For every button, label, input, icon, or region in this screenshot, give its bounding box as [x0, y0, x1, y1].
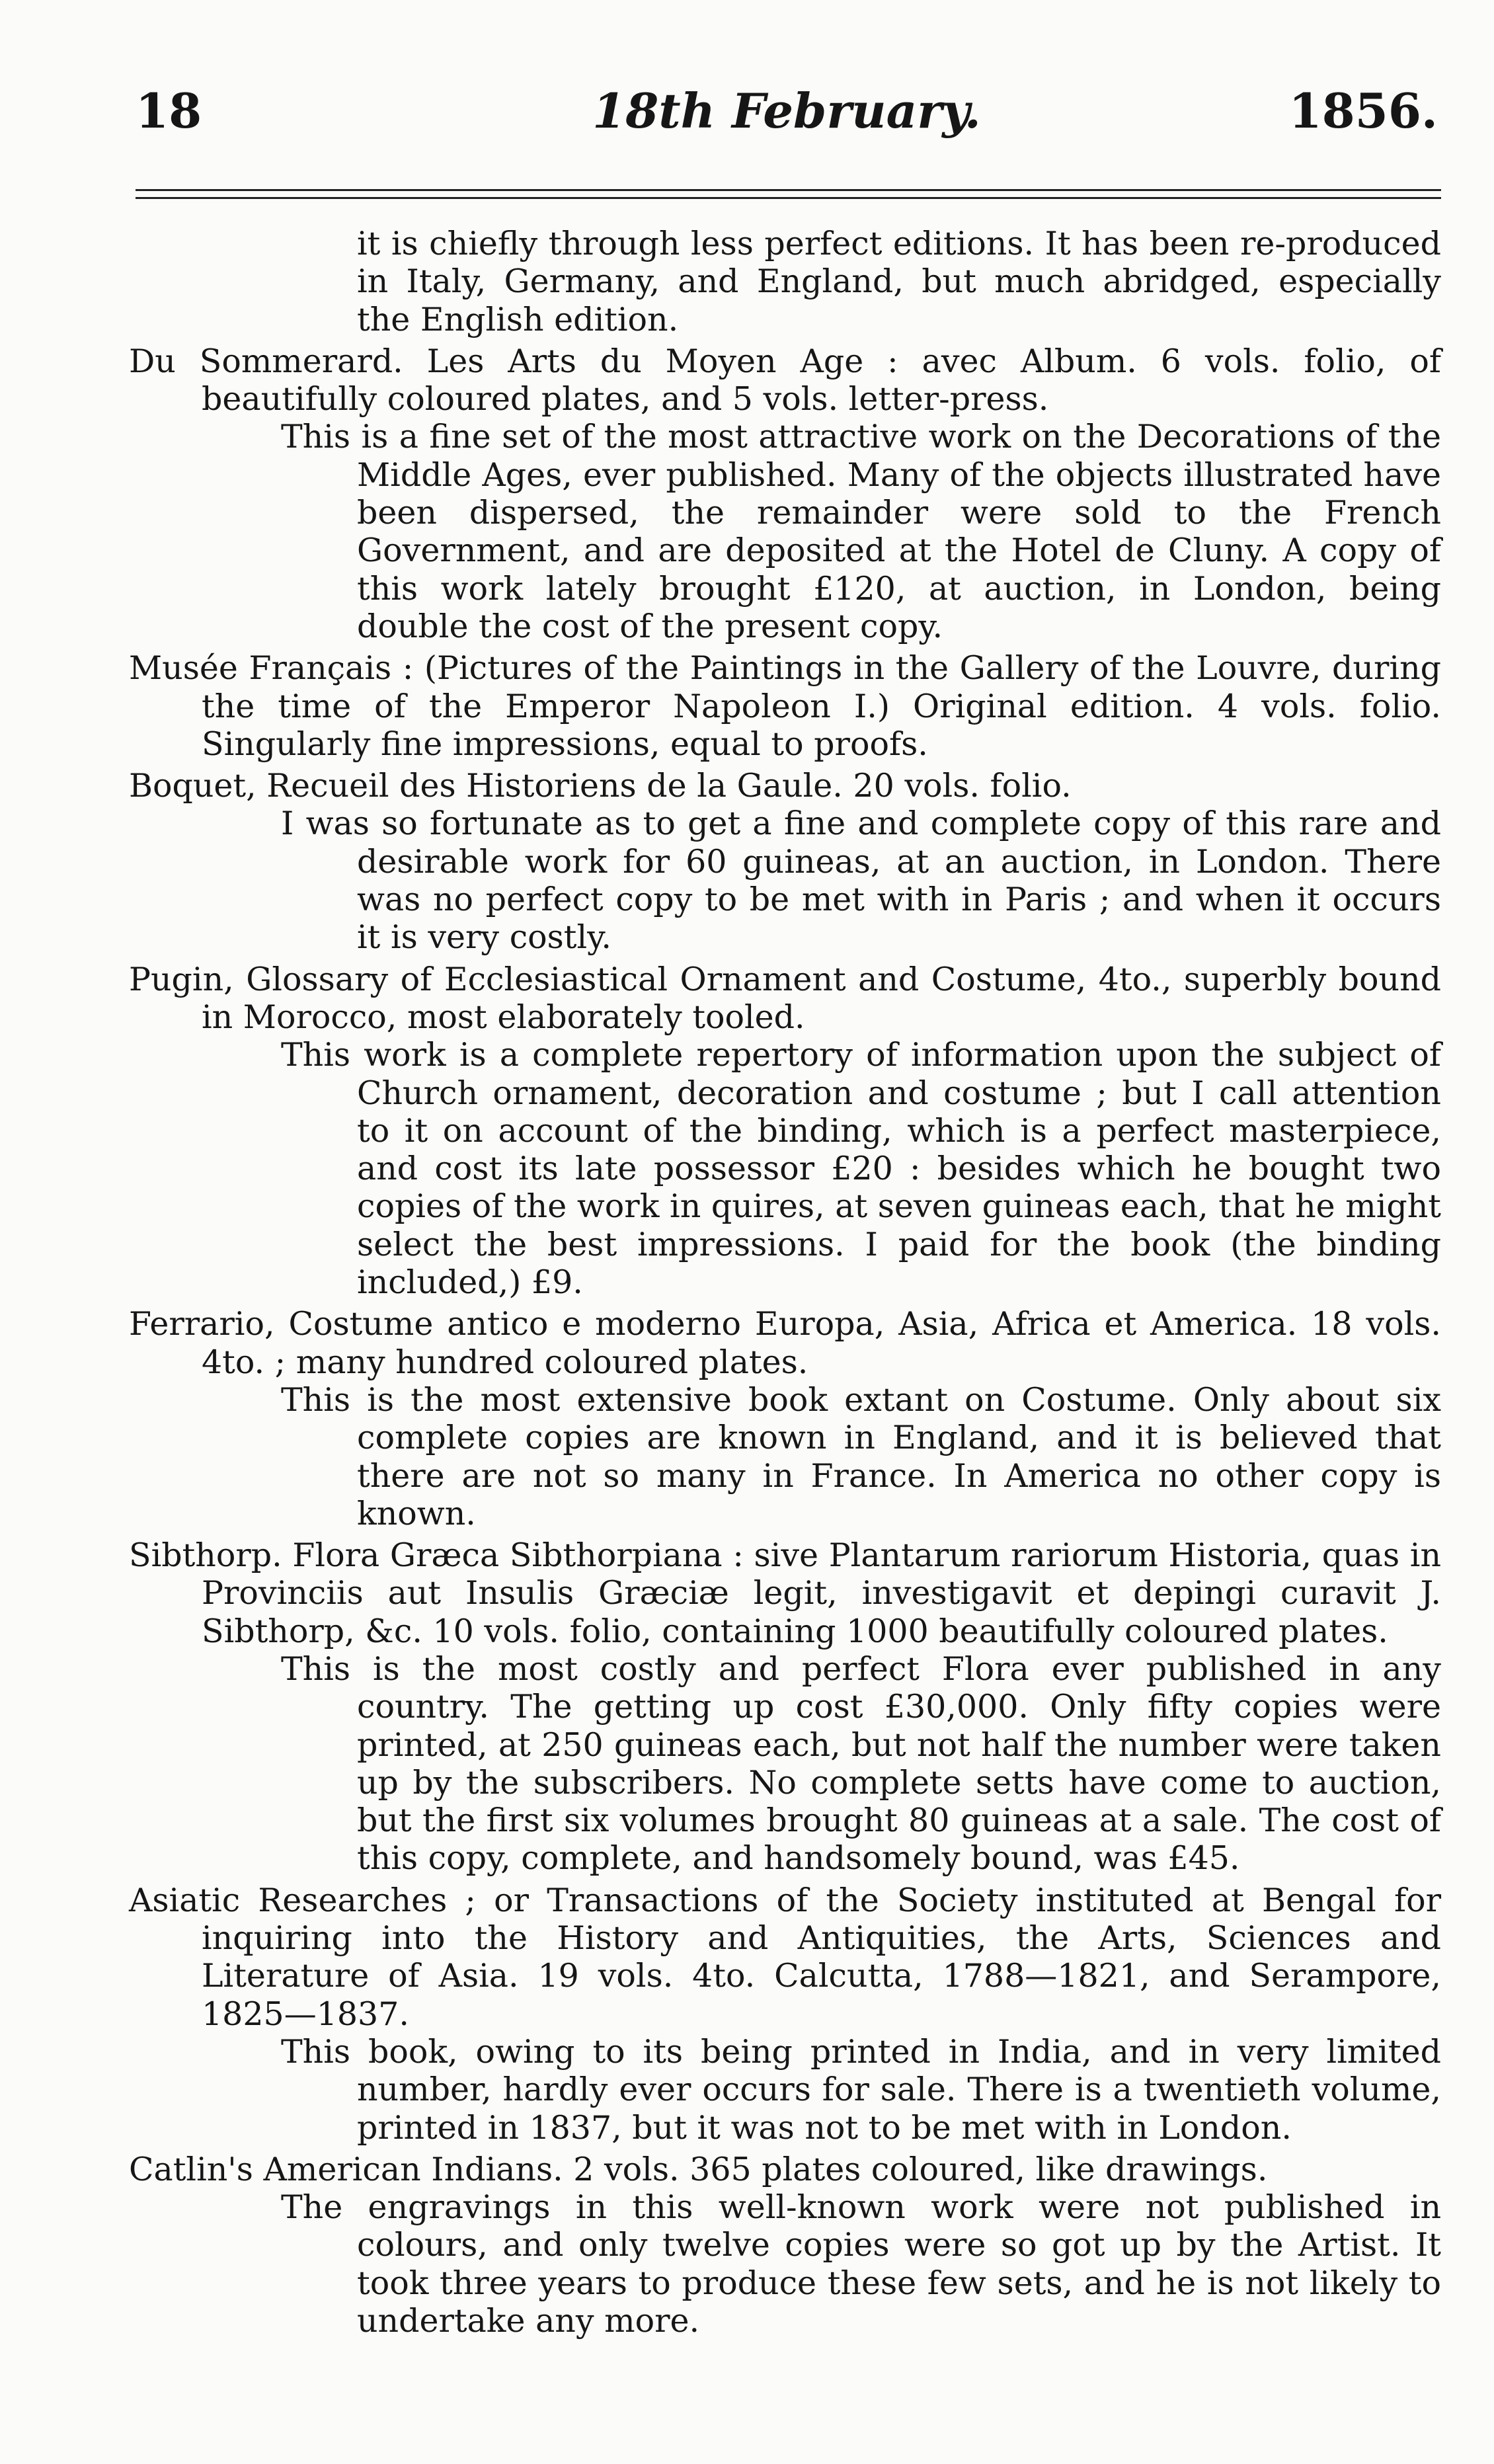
- entry-title: Du Sommerard. Les Arts du Moyen Age : avec Album. 6 vols. folio, of beautifully coloured plates, and 5 vols. letter-press.: [129, 342, 1441, 418]
- entry-note: I was so fortunate as to get a fine and complete copy of this rare and desirable work for 60 guineas, at an auction, in London. There was no perfect copy to be met with in Paris ; and when it occurs it is very costly.: [281, 805, 1441, 957]
- page-year: 1856.: [1288, 83, 1438, 139]
- continued-paragraph: it is chiefly through less perfect editions. It has been re-produced in Italy, Germany, and England, but much abridged, especially the English edition.: [357, 225, 1441, 338]
- catalogue-entry: [129, 342, 1441, 645]
- catalogue-entry: [129, 1536, 1441, 1878]
- entry-title: Asiatic Researches ; or Transactions of the Society instituted at Bengal for inquiring into the History and Antiquities, the Arts, Sciences and Literature of Asia. 19 vols. 4to. Calcutta, 1788—1821, and Serampore, 1825—1837.: [129, 1881, 1441, 2033]
- catalogue-entry: [129, 767, 1441, 956]
- catalogue-entry: [129, 1882, 1441, 2147]
- entry-note: This is the most extensive book extant on Costume. Only about six complete copies are known in England, and it is believed that there are not so many in France. In America no other copy is known.: [281, 1380, 1441, 1532]
- entry-note: This book, owing to its being printed in India, and in very limited number, hardly ever occurs for sale. There is a twentieth volume, printed in 1837, but it was not to be met with in London.: [281, 2032, 1441, 2147]
- entry-note: This is the most costly and perfect Flora ever published in any country. The getting up cost £30,000. Only fifty copies were printed, at 250 guineas each, but not half the number were taken up by the subscribers. No complete setts have come to auction, but the first six volumes brought 80 guineas at a sale. The cost of this copy, complete, and handsomely bound, was £45.: [281, 1649, 1441, 1878]
- catalogue-entry: [129, 2151, 1441, 2340]
- header-rule-bottom: [136, 197, 1441, 199]
- entry-note: The engravings in this well-known work were not published in colours, and only twelve copies were so got up by the Artist. It took three years to produce these few sets, and he is not likely to undertake any more.: [281, 2188, 1441, 2340]
- entry-title: Catlin's American Indians. 2 vols. 365 plates coloured, like drawings.: [129, 2150, 1268, 2188]
- catalogue-entry: [129, 649, 1441, 763]
- page-number: 18: [136, 83, 202, 139]
- page-header: [136, 83, 1438, 149]
- entry-title: Sibthorp. Flora Græca Sibthorpiana : sive Plantarum rariorum Historia, quas in Provinciis aut Insulis Græciæ legit, investigavit et depingi curavit J. Sibthorp, &c. 10 vols. folio, containing 1000 beautifully coloured plates.: [129, 1536, 1441, 1650]
- entry-title: Ferrario, Costume antico e moderno Europa, Asia, Africa et America. 18 vols. 4to. ; many hundred coloured plates.: [129, 1305, 1441, 1381]
- catalogue-entry: [129, 1305, 1441, 1532]
- entry-title: Musée Français : (Pictures of the Paintings in the Gallery of the Louvre, during the time of the Emperor Napoleon I.) Original edition. 4 vols. folio. Singularly fine impressions, equal to proofs.: [129, 649, 1441, 763]
- header-rule-top: [136, 189, 1441, 191]
- entry-title: Boquet, Recueil des Historiens de la Gaule. 20 vols. folio.: [129, 767, 1072, 805]
- entry-note: This work is a complete repertory of information upon the subject of Church ornament, decoration and costume ; but I call attention to it on account of the binding, which is a perfect masterpiece, and cost its late possessor £20 : besides which he bought two copies of the work in quires, at seven guineas each, that he might select the best impressions. I paid for the book (the binding included,) £9.: [281, 1036, 1441, 1302]
- catalogue-entry: [129, 961, 1441, 1302]
- page-date: 18th February.: [592, 83, 981, 139]
- page-body: [129, 225, 1441, 2340]
- entry-title: Pugin, Glossary of Ecclesiastical Ornament and Costume, 4to., superbly bound in Morocco, most elaborately tooled.: [129, 960, 1441, 1036]
- entry-note: This is a fine set of the most attractive work on the Decorations of the Middle Ages, ever published. Many of the objects illustrated have been dispersed, the remainder were sold to the French Government, and are deposited at the Hotel de Cluny. A copy of this work lately brought £120, at auction, in London, being double the cost of the present copy.: [281, 418, 1441, 645]
